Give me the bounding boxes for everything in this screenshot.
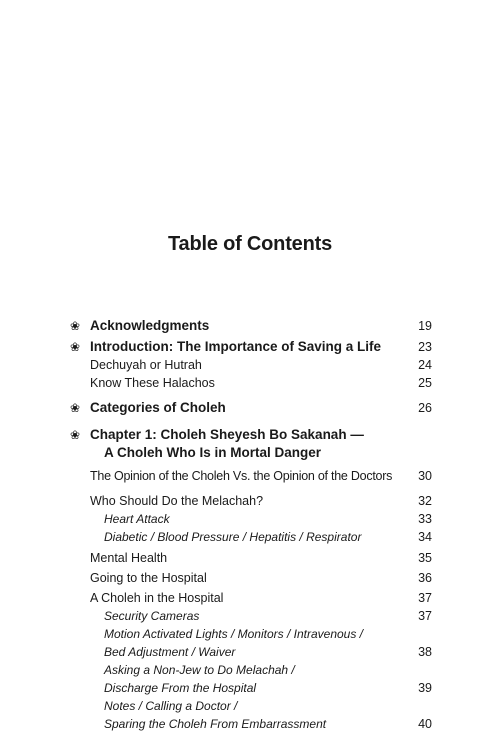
ornament-icon: ❀: [70, 319, 81, 333]
toc-entry-categories-of-choleh[interactable]: [70, 400, 432, 418]
toc-entry-going-to-hospital[interactable]: [70, 570, 432, 588]
toc-entry-title: Dechuyah or Hutrah: [90, 358, 202, 372]
ornament-icon: ❀: [70, 428, 81, 442]
toc-page-number: 39: [418, 681, 432, 695]
toc-entry-title: Motion Activated Lights / Monitors / Intravenous /: [104, 627, 364, 641]
toc-entry-bed-adjustment[interactable]: [70, 644, 432, 662]
toc-entry-choleh-in-hospital[interactable]: [70, 590, 432, 608]
toc-entry-asking-non-jew[interactable]: [70, 662, 432, 680]
toc-entry-discharge[interactable]: [70, 680, 432, 698]
toc-entry-title: Notes / Calling a Doctor /: [104, 699, 238, 713]
toc-entry-chapter-1[interactable]: [70, 427, 432, 445]
toc-entry-title: Chapter 1: Choleh Sheyesh Bo Sakanah —: [90, 427, 364, 442]
toc-page-number: 30: [418, 469, 432, 483]
toc-page-number: 25: [418, 376, 432, 390]
toc-entry-know-these-halachos[interactable]: [70, 375, 432, 393]
toc-page-number: 36: [418, 571, 432, 585]
toc-entry-acknowledgments[interactable]: [70, 318, 432, 336]
toc-page-number: 37: [418, 609, 432, 623]
toc-entry-who-should-do-melachah[interactable]: [70, 493, 432, 511]
toc-page-number: 19: [418, 319, 432, 333]
toc-entry-chapter-1-subtitle[interactable]: [70, 445, 432, 463]
toc-page-number: 32: [418, 494, 432, 508]
toc-entry-title: Introduction: The Importance of Saving a Life: [90, 339, 382, 354]
toc-entry-sparing-choleh[interactable]: [70, 716, 432, 734]
toc-entry-title: Sparing the Choleh From Embarrassment: [104, 717, 327, 731]
toc-entry-title: Heart Attack: [104, 512, 170, 526]
toc-entry-opinion[interactable]: [70, 468, 432, 486]
toc-entry-title: Bed Adjustment / Waiver: [104, 645, 236, 659]
toc-page-number: 40: [418, 717, 432, 731]
toc-entry-title: Categories of Choleh: [90, 400, 226, 415]
page-title: Table of Contents: [167, 233, 332, 255]
toc-page-number: 24: [418, 358, 432, 372]
toc-entry-title: A Choleh Who Is in Mortal Danger: [104, 445, 322, 460]
toc-entry-security-cameras[interactable]: [70, 608, 432, 626]
toc-entry-heart-attack[interactable]: [70, 511, 432, 529]
toc-entry-title: The Opinion of the Choleh Vs. the Opinion of the Doctors: [90, 469, 393, 483]
ornament-icon: ❀: [70, 340, 81, 354]
table-of-contents: [70, 318, 432, 734]
toc-page-number: 34: [418, 530, 432, 544]
toc-entry-diabetic[interactable]: [70, 529, 432, 547]
toc-entry-title: Mental Health: [90, 551, 168, 565]
toc-page-number: 35: [418, 551, 432, 565]
toc-entry-title: Going to the Hospital: [90, 571, 207, 585]
toc-page-number: 33: [418, 512, 432, 526]
toc-entry-title: Know These Halachos: [90, 376, 215, 390]
toc-entry-introduction[interactable]: [70, 339, 432, 357]
toc-page-number: 38: [418, 645, 432, 659]
toc-entry-title: Who Should Do the Melachah?: [90, 494, 264, 508]
toc-entry-title: A Choleh in the Hospital: [90, 591, 224, 605]
toc-page-number: 23: [418, 340, 432, 354]
toc-page-number: 37: [418, 591, 432, 605]
toc-entry-title: Security Cameras: [104, 609, 200, 623]
toc-entry-motion-activated[interactable]: [70, 626, 432, 644]
toc-entry-title: Asking a Non-Jew to Do Melachah /: [104, 663, 295, 677]
toc-entry-mental-health[interactable]: [70, 550, 432, 568]
toc-entry-title: Diabetic / Blood Pressure / Hepatitis / Respirator: [104, 530, 362, 544]
toc-entry-title: Discharge From the Hospital: [104, 681, 257, 695]
toc-page-number: 26: [418, 401, 432, 415]
toc-entry-notes[interactable]: [70, 698, 432, 716]
toc-entry-dechuyah[interactable]: [70, 357, 432, 375]
toc-entry-title: Acknowledgments: [90, 318, 210, 333]
ornament-icon: ❀: [70, 401, 81, 415]
